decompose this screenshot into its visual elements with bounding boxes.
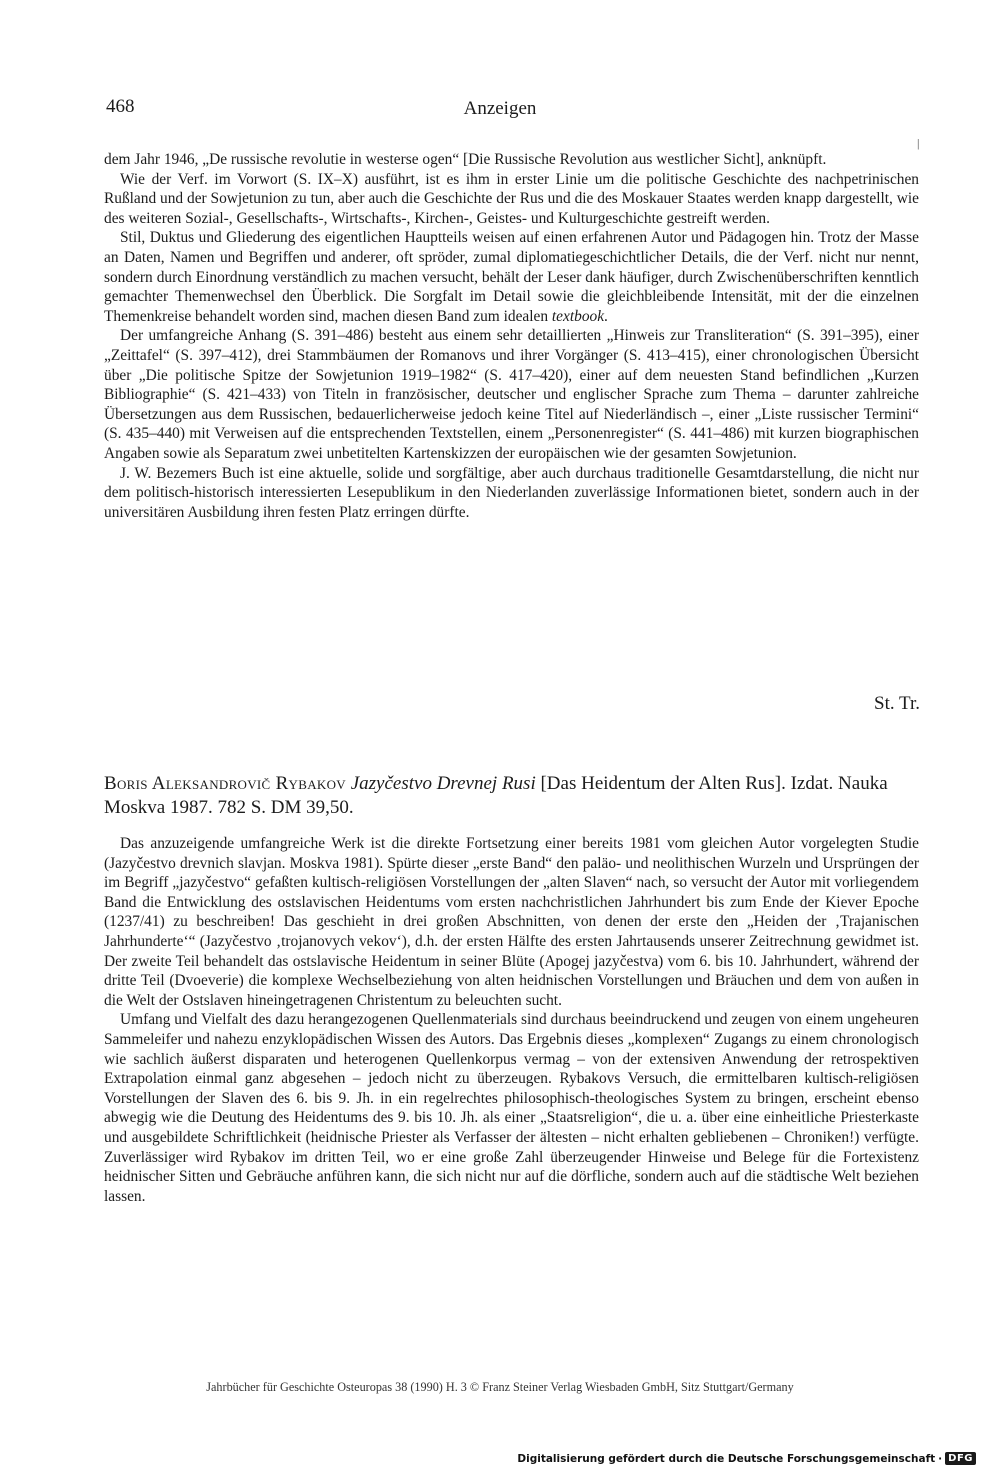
review-1-p3-italic: textbook	[551, 307, 605, 325]
dfg-logo: DFG	[945, 1452, 976, 1465]
digitization-note	[517, 1452, 976, 1465]
review-1-paragraph-4: Der umfangreiche Anhang (S. 391–486) besteht aus einem sehr detaillierten „Hinweis zur Transliteration“ (S. 391–395), einer „Zeittafel“ (S. 397–412), drei Stammbäumen der Romanovs und ihrer Vorgänger (S. 413–415), einer chronologischen Übersicht über „Die politische Spitze der Sowjetunion 1919–1982“ (S. 417–420), einer auf dem neuesten Stand befindlichen „Kurzen Bibliographie“ (S. 421–433) von Titeln in französischer, deutscher und englischer Sprache zum Thema – darunter zahlreiche Übersetzungen aus dem Russischen, bedauerlicherweise jedoch keine Titel auf Niederländisch –, einer „Liste russischer Termini“ (S. 435–440) mit Verweisen auf die entsprechenden Textstellen, einem „Personenregister“ (S. 441–486) mit kurzen biographischen Angaben sowie als Separatum zwei unbetitelten Kartenskizzen der europäischen wie der gesamten Sowjetunion.	[104, 327, 919, 462]
review-1-paragraph-3	[104, 228, 919, 326]
review-1-paragraph-1: dem Jahr 1946, „De russische revolutie in westerse ogen“ [Die Russische Revolution aus westlicher Sicht], anknüpft.	[104, 151, 827, 168]
review-1-p3-end: .	[604, 307, 608, 325]
review-1-paragraph-5: J. W. Bezemers Buch ist eine aktuelle, solide und sorgfältige, aber auch durchaus traditionelle Gesamtdarstellung, die nicht nur dem politisch-historisch interessierten Lesepublikum in den Niederlanden zuverlässige Informationen bietet, sondern auch in der universitären Ausbildung ihren festen Platz erringen dürfte.	[104, 464, 919, 521]
page-number: 468	[106, 96, 135, 117]
review-2-heading	[104, 772, 924, 820]
review-1-paragraph-2: Wie der Verf. im Vorwort (S. IX–X) ausführt, ist es ihm in erster Linie um die politische Geschichte des nachpetrinischen Rußland und der Sowjetunion zu tun, aber auch die Geschichte der Rus und die des Moskauer Staates werden knapp dargestellt, wie des weiteren Sozial-, Gesellschafts-, Wirtschafts-, Kirchen-, Geistes- und Kulturgeschichte gestreift werden.	[104, 170, 919, 227]
review-1-p3-text: Stil, Duktus und Gliederung des eigentlichen Hauptteils weisen auf einen erfahrenen Autor und Pädagogen hin. Trotz der Masse an Daten, Namen und Begriffen und anderer, oft spröder, zumal diplomatiegeschichtlicher Details, die der Verf. nicht nur nennt, sondern durch Einordnung verständlich zu machen versucht, behält der Leser dank häufiger, durch Zwischenüberschriften kenntlich gemachter Themenwechsel den Überblick. Die Sorgfalt im Detail sowie die gleichbleibende Intensität, mit der die einzelnen Themenkreise behandelt worden sind, machen diesen Band zum idealen	[104, 229, 919, 325]
review-2-author: Boris Aleksandrovič Rybakov	[104, 773, 346, 794]
journal-footer: Jahrbücher für Geschichte Osteuropas 38 (1990) H. 3 © Franz Steiner Verlag Wiesbaden GmbH, Sitz Stuttgart/Germany	[206, 1380, 794, 1394]
dot-separator: ·	[938, 1452, 943, 1465]
review-1-signature: St. Tr.	[874, 693, 920, 714]
review-2-title: Jazyčestvo Drevnej Rusi	[350, 773, 536, 794]
review-2-paragraph-2: Umfang und Vielfalt des dazu herangezogenen Quellenmaterials sind durchaus beeindruckend und zeugen von einem ungeheuren Sammeleifer und nahezu enzyklopädischen Wissen des Autors. Das Ergebnis dieses „komplexen“ Zugangs zu einem chronologisch wie sachlich äußerst disparaten und heterogenen Quellenkorpus vermag – von der extensiven Anwendung der retrospektiven Extrapolation einmal ganz abgesehen – jedoch nicht zu überzeugen. Rybakovs Versuch, die ermittelbaren kultisch-religiösen Vorstellungen der Slaven des 6. bis 9. Jh. in ein regelrechtes philosophisch-theologisches System zu bringen, erscheint ebenso abwegig wie die Deutung des Heidentums des 9. bis 10. Jh. als einer „Staatsreligion“, die u. a. über eine einheitliche Priesterkaste und ausgebildete Schriftlichkeit (heidnische Priester als Verfasser der ältesten – nicht erhalten gebliebenen – Chroniken!) verfügte. Zuverlässiger wird Rybakov im dritten Teil, wo er eine große Zahl überzeugender Hinweise und Belege für die Fortexistenz heidnischer Sitten und Gebräuche anführen kann, die sich nicht nur auf die dörfliche, sondern auch auf die städtische Welt beziehen lassen.	[104, 1011, 919, 1205]
review-2-paragraph-1: Das anzuzeigende umfangreiche Werk ist die direkte Fortsetzung einer bereits 1981 vom gleichen Autor vorgelegten Studie (Jazyčestvo drevnich slavjan. Moskva 1981). Spürte dieser „erste Band“ den paläo- und neolithischen Wurzeln und Ursprüngen der im Begriff „jazyčestvo“ gefaßten kultisch-religiösen Vorstellungen der „alten Slaven“ nach, so versucht der Autor mit vorliegendem Band die Entwicklung des ostslavischen Heidentums vom ersten nachchristlichen Jahrhundert bis zum Ende der Kiever Epoche (1237/41) zu beschreiben! Das geschieht in drei großen Abschnitten, von denen der erste den „Heiden der ‚Trajanischen Jahrhunderte‘“ (Jazyčestvo ‚trojanovych vekov‘), d.h. der ersten Hälfte des ersten Jahrtausends unserer Zeitrechnung gewidmet ist. Der zweite Teil behandelt das ostslavische Heidentum in seiner Blüte (Apogej jazyčestva) vom 6. bis 10. Jahrhundert, während der dritte Teil (Dvoeverie) die komplexe Wechselbeziehung von alten heidnischen Vorstellungen und Bräuchen und dem von außen in die Welt der Ostslaven hineingetragenen Christentum zu beleuchten sucht.	[104, 835, 919, 1009]
digitization-text: Digitalisierung gefördert durch die Deutsche Forschungsgemeinschaft	[517, 1452, 936, 1465]
margin-mark: |	[917, 136, 920, 150]
review-1-text	[104, 150, 919, 522]
review-2-bibliography: [Das Heidentum der Alten Rus]. Izdat. Nauka Moskva 1987. 782 S. DM 39,50.	[104, 773, 888, 818]
running-title: Anzeigen	[463, 98, 537, 119]
review-2-text	[104, 834, 919, 1206]
